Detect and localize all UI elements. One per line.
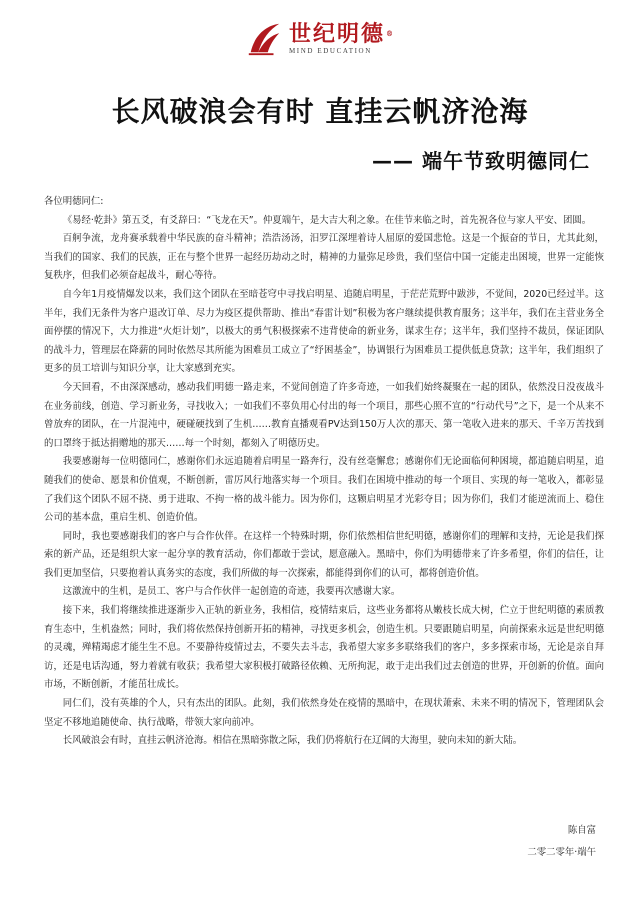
signature-name: 陈自富	[567, 825, 596, 836]
paragraph: 百舸争流，龙舟赛承载着中华民族的奋斗精神；浩浩汤汤，汨罗江深埋着诗人屈原的爱国悲怆。这是一个振奋的节日，尤其此刻，当我们的国家、我们的民族，正在与整个世界一起经历劫动之时，精神的力量弥足珍贵，我们坚信中国一定能走出困境，世界一定能恢复秩序，但我们必须奋起战斗，耐心等待。	[44, 233, 604, 282]
header	[0, 20, 640, 58]
paragraph: 同时，我也要感谢我们的客户与合作伙伴。在这样一个特殊时期，你们依然相信世纪明德，感谢你们的理解和支持，无论是我们探索的新产品，还是组织大家一起分享的教育活动，你们都敢于尝试，愿意融入。黑暗中，你们为明德带来了许多希望，你们的信任，让我们更加坚信，只要抱着认真务实的态度，我们所做的每一次探索，都能得到你们的认可，都将创造价值。	[44, 530, 604, 579]
signature-date: 二零二零年·端午	[527, 847, 596, 858]
greeting: 各位明德同仁:	[44, 196, 104, 207]
paragraph: 自今年1月疫情爆发以来，我们这个团队在至暗苍穹中寻找启明星、追随启明星，于茫茫荒野中跋涉，不觉间，2020已经过半。这半年，我们无条件为客户退改订单、尽力为疫区提供帮助、推出“春雷计划”积极为客户继续提供教育服务；这半年，我们在主营业务全面停摆的情况下，大力推进“火炬计划”，以极大的勇气积极探索不违背使命的新业务，谋求生存；这半年，我们坚持不裁员，保证团队的战斗力，管理层在降薪的同时依然尽其所能为困难员工成立了“纾困基金”，协调银行为困难员工提供低息贷款；这半年，我们组织了更多的员工培训与知识分享，让大家感到充实。	[44, 288, 604, 375]
signature-block	[527, 820, 596, 864]
letter-body	[44, 193, 604, 751]
paragraph: 今天回看，不由深深感动，感动我们明德一路走来，不觉间创造了许多奇迹，一如我们始终凝聚在一起的团队，依然没日没夜战斗在业务前线，创造、学习新业务，寻找收入；一如我们不辜负用心付出的每一个项目，那些心照不宣的“行动代号”之下，是一个从来不曾放弃的团队，在一片混沌中，硬碰硬找到了生机……教育直播观看PV达到150万人次的那天、第一笔收入进来的那天、千辛万苦找到的口罩终于抵达捐赠地的那天……每一个时刻，都刻入了明德历史。	[44, 381, 604, 449]
paragraph: 接下来，我们将继续推进逐渐步入正轨的新业务，我相信，疫情结束后，这些业务都将从嫩枝长成大树，伫立于世纪明德的素质教育生态中，生机盎然；同时，我们将依然保持创新开拓的精神，寻找更多机会，创造生机。只要跟随启明星，向前探索永远是世纪明德的灵魂，殚精竭虑才能生生不息。不要静待疫情过去，不要失去斗志，我希望大家多多联络我们的客户，多多探索市场，无论是亲自拜访，还是电话沟通，努力着就有收获；我希望大家积极打破路径依赖、无所拘泥，敢于走出我们过去创造的世界，开创新的价值。面向市场，不断创新，才能茁壮成长。	[44, 605, 604, 691]
paragraph: 我要感谢每一位明德同仁，感谢你们永远追随着启明星一路奔行，没有丝毫懈怠；感谢你们无论面临何种困境，都追随启明星，追随我们的使命、愿景和价值观，不断创新，雷厉风行地落实每一个项目。我们在困境中推动的每一个项目、实现的每一笔收入，都彰显了我们这个团队不屈不挠、勇于进取、不拘一格的战斗能力。因为你们，这颗启明星才光彩夺目；因为你们，我们才能逆流而上、稳住公司的基本盘，重启生机、创造价值。	[44, 456, 604, 524]
logo-chinese-name: 世纪明德®	[288, 21, 395, 47]
logo-english-name: MIND EDUCATION	[288, 47, 372, 55]
brand-logo	[245, 20, 395, 58]
paragraph: 同仁们，没有英雄的个人，只有杰出的团队。此刻，我们依然身处在疫情的黑暗中，在现状萧索、未来不明的情况下，管理团队会坚定不移地追随使命、执行战略，带领大家向前冲。	[44, 698, 604, 728]
paragraph: 《易经·乾卦》第五爻，有爻辞曰：“飞龙在天”。仲夏端午，是大吉大利之象。在佳节来临之时，首先祝各位与家人平安、团圆。	[62, 214, 592, 226]
letter-subtitle: —— 端午节致明德同仁	[372, 149, 590, 173]
paragraph: 长风破浪会有时，直挂云帆济沧海。相信在黑暗弥散之际，我们仍将航行在辽阔的大海里，驶向未知的新大陆。	[62, 735, 523, 747]
logo-mark-icon	[245, 20, 283, 58]
paragraph: 这激流中的生机，是员工、客户与合作伙伴一起创造的奇迹，我要再次感谢大家。	[62, 586, 401, 598]
registered-mark: ®	[386, 29, 395, 38]
letter-title: 长风破浪会有时 直挂云帆济沧海	[111, 95, 529, 128]
